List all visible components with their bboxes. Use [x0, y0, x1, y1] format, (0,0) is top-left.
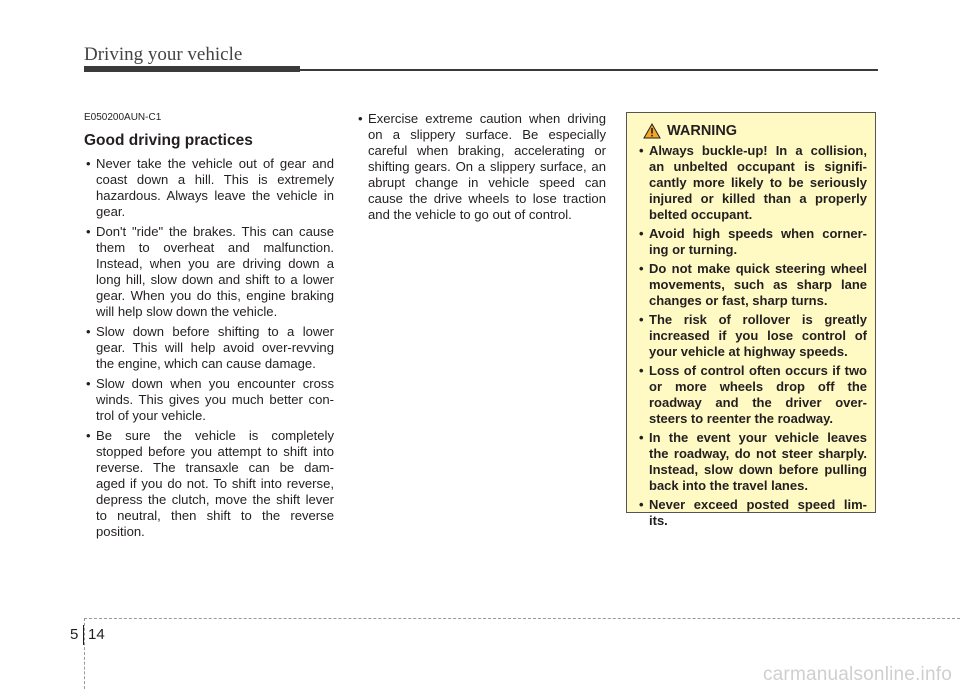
list-item: • Never take the vehicle out of gear and coast down a hill. This is extremely hazardous. Always leave the vehicle in gear.	[86, 156, 334, 219]
watermark: carmanualsonline.info	[762, 664, 952, 685]
bullet-icon: •	[639, 497, 644, 512]
list-item: • Always buckle-up! In a collision, an unbelted occupant is signifi- cantly more likely to be seriously injured or killed than a properly belted occupant.	[639, 143, 867, 222]
warning-triangle-icon	[643, 123, 661, 139]
list-item: • Do not make quick steering wheel movements, such as sharp lane changes or fast, sharp turns.	[639, 261, 867, 308]
header-rule-thin	[300, 69, 878, 71]
bullet-icon: •	[86, 376, 91, 391]
list-item: • Avoid high speeds when corner- ing or turning.	[639, 226, 867, 257]
footer-rule	[84, 618, 960, 619]
bullet-icon: •	[86, 156, 91, 171]
chapter-number: 5	[70, 626, 79, 643]
list-item: • Be sure the vehicle is completely stopped before you attempt to shift into reverse. The transaxle can be dam- aged if you do not. To shift into reverse, depress the clutch, move the shift lever to neutral, then shift to the reverse position.	[86, 428, 334, 539]
bullet-icon: •	[639, 430, 644, 445]
bullet-icon: •	[639, 261, 644, 276]
bullet-icon: •	[358, 111, 363, 126]
list-item: • Exercise extreme caution when driving on a slippery surface. Be especially careful when braking, accelerating or shifting gears. On a slippery surface, an abrupt change in vehicle speed can cause the drive wheels to lose traction and the vehicle to go out of control.	[358, 111, 606, 222]
warning-header	[643, 123, 875, 139]
list-item: • In the event your vehicle leaves the roadway, do not steer sharply. Instead, slow down before pulling back into the travel lanes.	[639, 430, 867, 493]
bullet-icon: •	[86, 324, 91, 339]
page-header-title: Driving your vehicle	[84, 44, 243, 65]
page-number: 14	[88, 626, 105, 643]
section-heading: Good driving practices	[84, 132, 253, 149]
bullet-icon: •	[639, 226, 644, 241]
header-rule-thick	[84, 66, 300, 72]
bullet-icon: •	[639, 363, 644, 378]
list-item: • Slow down before shifting to a lower gear. This will help avoid over-revving the engine, which can cause damage.	[86, 324, 334, 371]
bullet-icon: •	[86, 428, 91, 443]
list-item: • Never exceed posted speed lim- its.	[639, 497, 867, 528]
list-item: • Don't "ride" the brakes. This can cause them to overheat and malfunction. Instead, when you are driving down a long hill, slow down and shift to a lower gear. When you do this, engine braking will help slow down the vehicle.	[86, 224, 334, 319]
warning-title: WARNING	[667, 123, 738, 139]
page-number-divider	[83, 625, 84, 645]
warning-list	[637, 143, 867, 529]
list-item: • The risk of rollover is greatly increased if you lose control of your vehicle at highway speeds.	[639, 312, 867, 359]
bullet-icon: •	[639, 143, 644, 158]
practices-list	[84, 156, 334, 540]
section-code: E050200AUN-C1	[84, 112, 162, 123]
left-column	[84, 110, 334, 544]
practices-list-continued	[356, 111, 606, 223]
footer-vertical-rule	[84, 618, 85, 689]
list-item: • Loss of control often occurs if two or more wheels drop off the roadway and the driver over- steers to reenter the roadway.	[639, 363, 867, 426]
warning-box	[626, 112, 876, 528]
middle-column	[356, 111, 606, 227]
bullet-icon: •	[86, 224, 91, 239]
bullet-icon: •	[639, 312, 644, 327]
list-item: • Slow down when you encounter cross winds. This gives you much better con- trol of your vehicle.	[86, 376, 334, 423]
